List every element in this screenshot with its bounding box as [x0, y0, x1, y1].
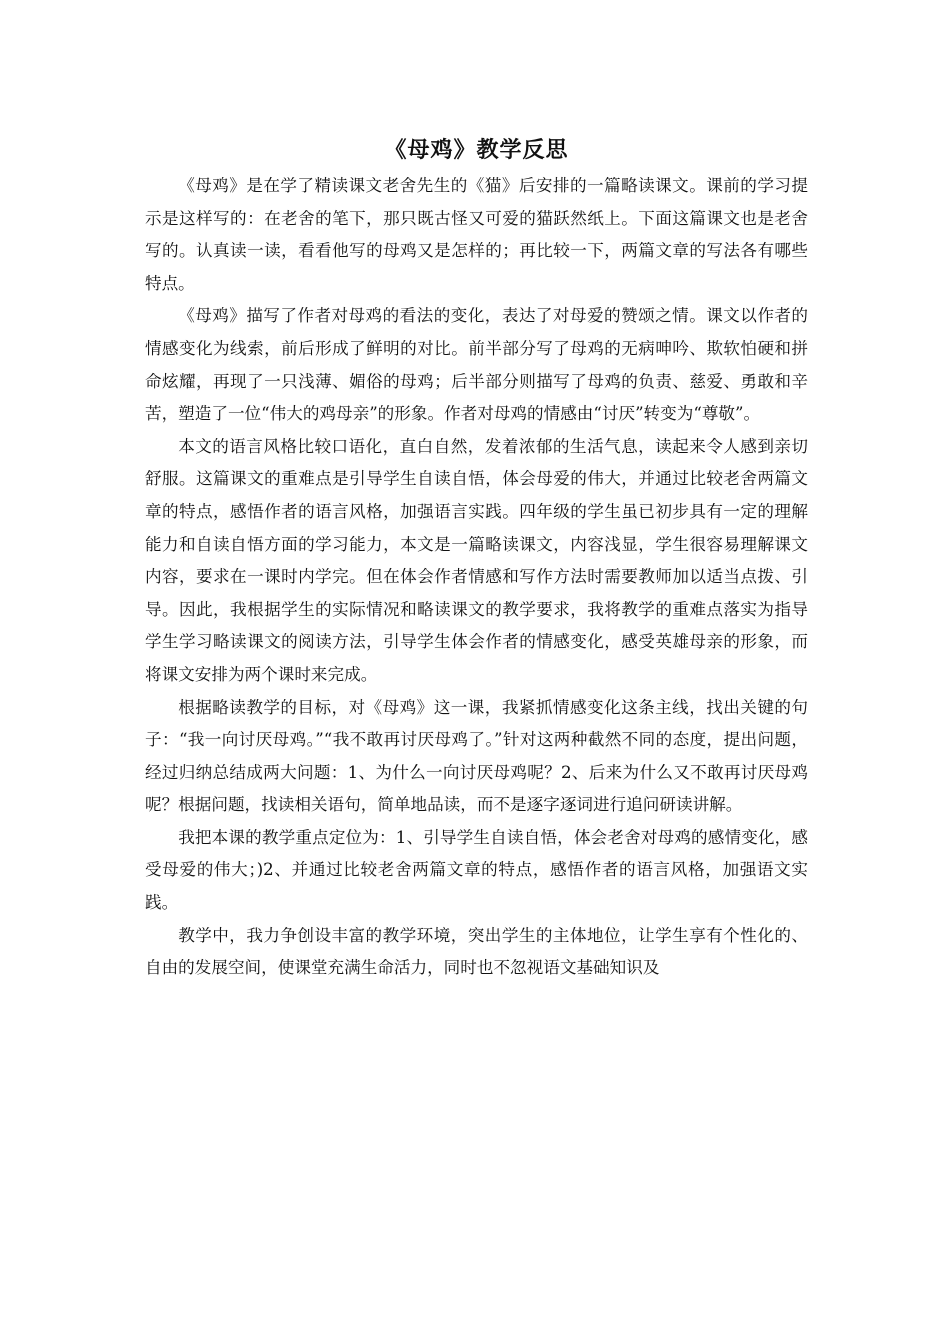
paragraph-5: 我把本课的教学重点定位为：1、引导学生自读自悟，体会老舍对母鸡的感情变化，感受母爱的伟大；)2、并通过比较老舍两篇文章的特点，感悟作者的语言风格，加强语文实践。: [145, 827, 808, 913]
paragraph-1: 《母鸡》是在学了精读课文老舍先生的《猫》后安排的一篇略读课文。课前的学习提示是这样写的：在老舍的笔下，那只既古怪又可爱的猫跃然纸上。下面这篇课文也是老舍写的。认真读一读，看看他写的母鸡又是怎样的；再比较一下，两篇文章的写法各有哪些特点。: [145, 176, 808, 293]
document-title: 《母鸡》教学反思: [384, 137, 569, 163]
paragraph-6: 教学中，我力争创设丰富的教学环境，突出学生的主体地位，让学生享有个性化的、自由的发展空间，使课堂充满生命活力，同时也不忽视语文基础知识及: [145, 925, 808, 978]
paragraph-2: 《母鸡》描写了作者对母鸡的看法的变化，表达了对母爱的赞颂之情。课文以作者的情感变化为线索，前后形成了鲜明的对比。前半部分写了母鸡的无病呻吟、欺软怕硬和拼命炫耀，再现了一只浅薄、媚俗的母鸡；后半部分则描写了母鸡的负责、慈爱、勇敢和辛苦，塑造了一位“伟大的鸡母亲”的形象。作者对母鸡的情感由“讨厌”转变为“尊敬”。: [145, 306, 808, 424]
paragraph-3: 本文的语言风格比较口语化，直白自然，发着浓郁的生活气息，读起来令人感到亲切舒服。这篇课文的重难点是引导学生自读自悟，体会母爱的伟大，并通过比较老舍两篇文章的特点，感悟作者的语言风格，加强语言实践。四年级的学生虽已初步具有一定的理解能力和自读自悟方面的学习能力，本文是一篇略读课文，内容浅显，学生很容易理解课文内容，要求在一课时内学完。但在体会作者情感和写作方法时需要教师加以适当点拨、引导。因此，我根据学生的实际情况和略读课文的教学要求，我将教学的重难点落实为指导学生学习略读课文的阅读方法，引导学生体会作者的情感变化，感受英雄母亲的形象，而将课文安排为两个课时来完成。: [145, 436, 808, 684]
paragraph-4: 根据略读教学的目标，对《母鸡》这一课，我紧抓情感变化这条主线，找出关键的句子：“我一向讨厌母鸡。”“我不敢再讨厌母鸡了。”针对这两种截然不同的态度，提出问题，经过归纳总结成两大问题：1、为什么一向讨厌母鸡呢？2、后来为什么又不敢再讨厌母鸡呢？根据问题，找读相关语句，简单地品读，而不是逐字逐词进行追问研读讲解。: [145, 697, 808, 815]
document-body: [145, 130, 808, 985]
